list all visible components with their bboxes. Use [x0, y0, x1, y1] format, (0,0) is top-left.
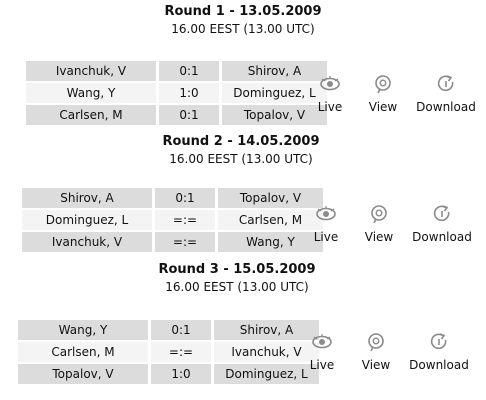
view-label: View — [364, 230, 394, 244]
game-result: 0:1 — [159, 105, 219, 125]
live-label: Live — [309, 358, 335, 372]
game-result: 0:1 — [159, 61, 219, 81]
view-label: View — [368, 100, 398, 114]
white-player: Ivanchuk, V — [26, 61, 156, 81]
table-row — [22, 210, 323, 230]
eye-icon — [315, 204, 337, 224]
view-button[interactable] — [349, 204, 409, 244]
white-player: Dominguez, L — [22, 210, 152, 230]
live-button[interactable] — [300, 74, 360, 114]
white-player: Wang, Y — [26, 83, 156, 103]
games-table — [22, 186, 323, 254]
table-row — [18, 342, 319, 362]
view-button[interactable] — [353, 74, 413, 114]
refresh-arrow-icon — [428, 332, 450, 352]
live-label: Live — [313, 230, 339, 244]
eye-icon — [319, 74, 341, 94]
round-time: 16.00 EEST (13.00 UTC) — [165, 280, 309, 294]
white-player: Topalov, V — [18, 364, 148, 384]
game-result: 0:1 — [151, 320, 211, 340]
table-row — [22, 232, 323, 252]
table-row — [26, 61, 327, 81]
live-button[interactable] — [296, 204, 356, 244]
table-row — [18, 364, 319, 384]
refresh-arrow-icon — [431, 204, 453, 224]
games-table — [26, 59, 327, 127]
black-player: Carlsen, M — [218, 210, 323, 230]
eye-icon — [311, 332, 333, 352]
game-result: 1:0 — [151, 364, 211, 384]
live-button[interactable] — [292, 332, 352, 372]
white-player: Carlsen, M — [26, 105, 156, 125]
table-row — [22, 188, 323, 208]
game-result: 1:0 — [159, 83, 219, 103]
black-player: Dominguez, L — [222, 83, 327, 103]
download-label: Download — [416, 100, 476, 114]
black-player: Topalov, V — [218, 188, 323, 208]
live-label: Live — [317, 100, 343, 114]
round-title: Round 1 - 13.05.2009 — [164, 4, 322, 19]
black-player: Topalov, V — [222, 105, 327, 125]
view-label: View — [361, 358, 391, 372]
magnifier-icon — [372, 74, 394, 94]
magnifier-icon — [368, 204, 390, 224]
round-time: 16.00 EEST (13.00 UTC) — [169, 152, 313, 166]
game-result: =:= — [155, 210, 215, 230]
round-time: 16.00 EEST (13.00 UTC) — [171, 22, 315, 36]
game-result: =:= — [151, 342, 211, 362]
refresh-arrow-icon — [435, 74, 457, 94]
white-player: Carlsen, M — [18, 342, 148, 362]
black-player: Shirov, A — [222, 61, 327, 81]
white-player: Wang, Y — [18, 320, 148, 340]
game-result: 0:1 — [155, 188, 215, 208]
round-title: Round 2 - 14.05.2009 — [162, 134, 320, 149]
download-button[interactable] — [412, 204, 472, 244]
view-button[interactable] — [346, 332, 406, 372]
round-title: Round 3 - 15.05.2009 — [158, 262, 316, 277]
download-label: Download — [409, 358, 469, 372]
black-player: Wang, Y — [218, 232, 323, 252]
white-player: Ivanchuk, V — [22, 232, 152, 252]
download-button[interactable] — [416, 74, 476, 114]
magnifier-icon — [365, 332, 387, 352]
download-label: Download — [412, 230, 472, 244]
table-row — [26, 105, 327, 125]
black-player: Shirov, A — [214, 320, 319, 340]
black-player: Ivanchuk, V — [214, 342, 319, 362]
games-table — [18, 318, 319, 386]
black-player: Dominguez, L — [214, 364, 319, 384]
table-row — [26, 83, 327, 103]
white-player: Shirov, A — [22, 188, 152, 208]
game-result: =:= — [155, 232, 215, 252]
table-row — [18, 320, 319, 340]
download-button[interactable] — [409, 332, 469, 372]
